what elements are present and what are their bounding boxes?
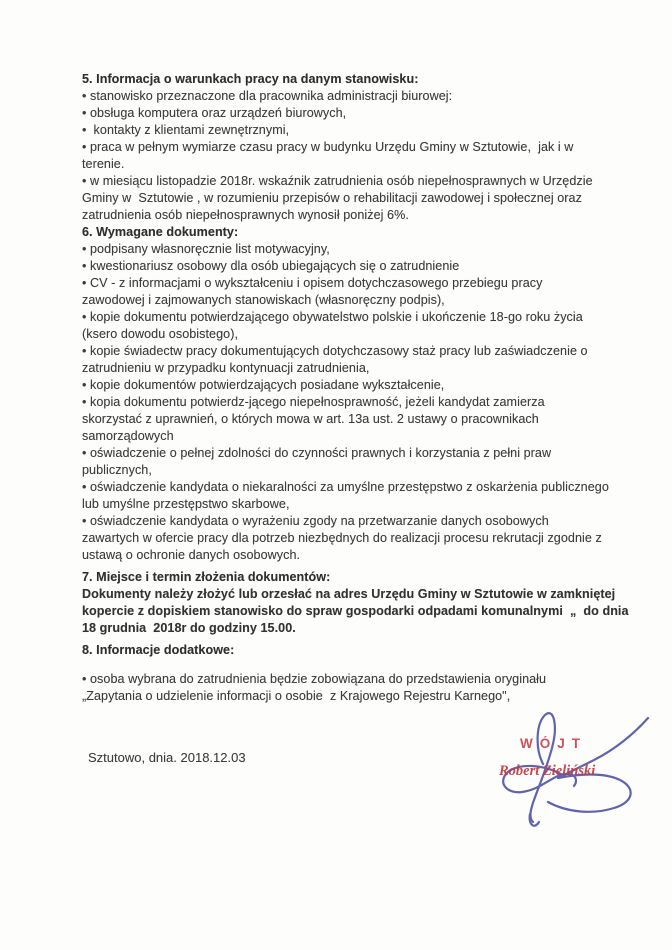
document-text: • kopie dokumentów potwierdzających posiadane wykształcenie, [82,378,445,392]
signature-stamp [486,700,671,860]
document-blocks [82,71,642,705]
document-text: • CV - z informacjami o wykształceniu i opisem dotychczasowego przebiegu pracy zawodowej i zajmowanych stanowiskach (własnoręczny podpis), [82,276,543,307]
document-text: • praca w pełnym wymiarze czasu pracy w budynku Urzędu Gminy w Sztutowie, jak i w terenie. [82,140,574,171]
document-text: • obsługa komputera oraz urządzeń biurowych, [82,106,347,120]
document-text: • kwestionariusz osobowy dla osób ubiegających się o zatrudnienie [82,259,460,273]
wojt-stamp-title: WÓJT [520,736,587,751]
document-text: • kontakty z klientami zewnętrznymi, [82,123,290,137]
document-text: • oświadczenie o pełnej zdolności do czynności prawnych i korzystania z pełni praw publicznych, [82,446,552,477]
section-heading: 6. Wymagane dokumenty: [82,225,239,239]
document-text: • kopia dokumentu potwierdz-jącego niepełnosprawność, jeżeli kandydat zamierza skorzystać z uprawnień, o których mowa w art. 13a ust. 2 ustawy o pracownikach samorządowych [82,395,545,443]
signature-scribble-icon [486,700,671,860]
document-text: • stanowisko przeznaczone dla pracownika administracji biurowej: [82,89,453,103]
document-content [82,71,642,705]
section-heading: 7. Miejsce i termin złożenia dokumentów: [82,570,331,584]
document-text: • w miesiącu listopadzie 2018r. wskaźnik zatrudnienia osób niepełnosprawnych w Urzędzie Gminy w Sztutowie , w rozumieniu przepisów o rehabilitacji zawodowej i społecznej oraz zatrudnienia osób niepełnosprawnych wynosił poniżej 6%. [82,174,593,222]
signer-name: Robert Zieliński [499,763,596,779]
document-text: • osoba wybrana do zatrudnienia będzie zobowiązana do przedstawienia oryginału „Zapytania o udzielenie informacji o osobie z Krajowego Rejestru Karnego", [82,672,547,703]
paragraph-gap [82,659,642,671]
document-text: • oświadczenie kandydata o niekaralności za umyślne przestępstwo z oskarżenia publicznego lub umyślne przestępstwo skarbowe, [82,480,609,511]
date-line: Sztutowo, dnia. 2018.12.03 [88,750,246,765]
section-heading: 5. Informacja o warunkach pracy na danym stanowisku: [82,72,419,86]
document-text: • kopie dokumentu potwierdzającego obywatelstwo polskie i ukończenie 18-go roku życia (ksero dowodu osobistego), [82,310,583,341]
document-text: • kopie świadectw pracy dokumentujących dotychczasowy staż pracy lub zaświadczenie o zatrudnieniu w przypadku kontynuacji zatrudnienia, [82,344,588,375]
section-heading: 8. Informacje dodatkowe: [82,643,235,657]
document-text: • oświadczenie kandydata o wyrażeniu zgody na przetwarzanie danych osobowych zawartych w ofercie pracy dla potrzeb niezbędnych do realizacji procesu rekrutacji zgodnie z ustawą o ochronie danych osobowych. [82,514,602,562]
document-text: Dokumenty należy złożyć lub orzesłać na adres Urzędu Gminy w Sztutowie w zamkniętej kopercie z dopiskiem stanowisko do spraw gospodarki odpadami komunalnymi „ do dnia 18 grudnia 2018r do godziny 15.00. [82,587,629,635]
document-text: • podpisany własnoręcznie list motywacyjny, [82,242,330,256]
